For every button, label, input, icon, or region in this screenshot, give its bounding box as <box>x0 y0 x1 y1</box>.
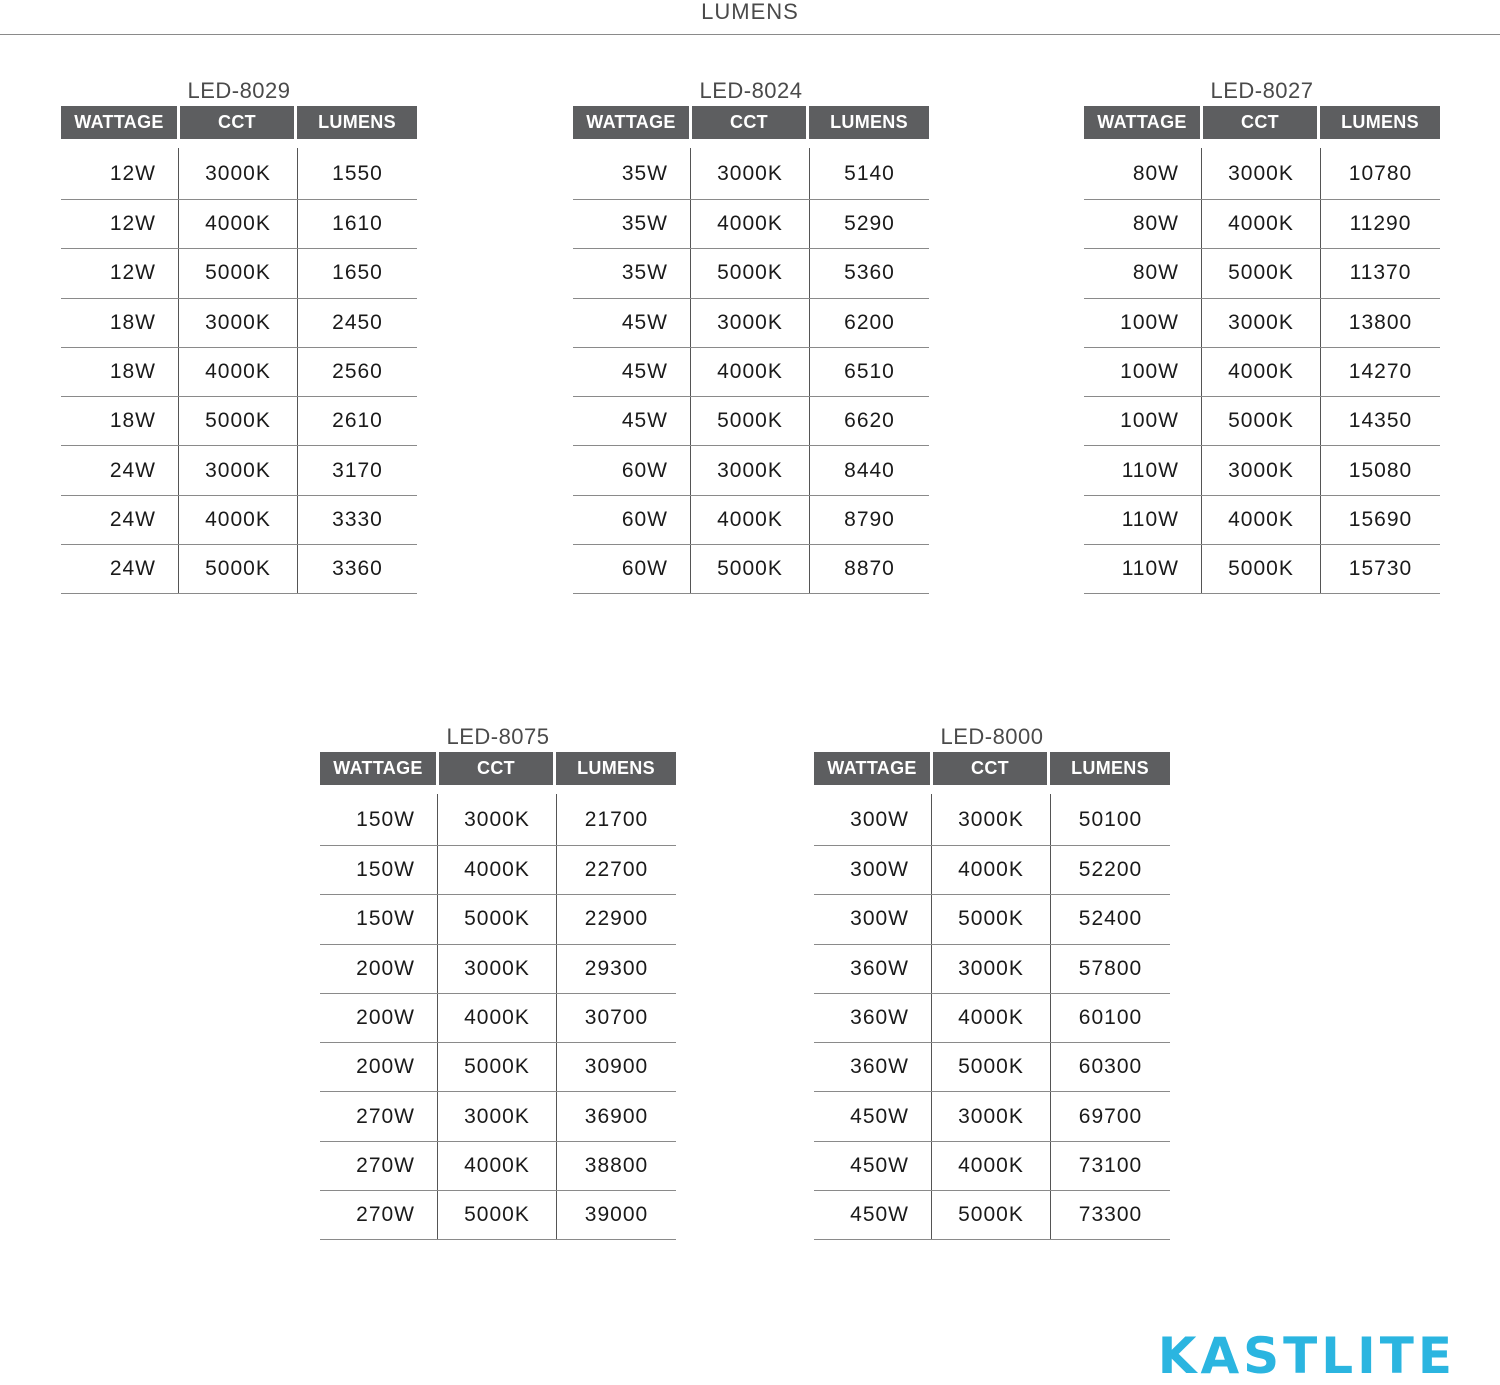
table-row <box>61 545 417 594</box>
cell-lumens: 2610 <box>332 409 383 433</box>
cell-cct: 4000K <box>691 200 810 248</box>
cell-cct: 4000K <box>691 496 810 544</box>
cell-wattage: 270W <box>320 1092 438 1140</box>
cell-wattage: 24W <box>61 446 179 494</box>
cell-wattage: 450W <box>814 1191 932 1239</box>
cell-wattage: 300W <box>814 794 932 845</box>
cell-lumens: 2560 <box>332 360 383 384</box>
cell-lumens: 8790 <box>844 507 895 531</box>
cell-wattage: 35W <box>573 249 691 297</box>
cell-wattage: 300W <box>814 846 932 894</box>
cell-wattage: 200W <box>320 994 438 1042</box>
table-row <box>814 895 1170 944</box>
cell-wattage: 110W <box>1084 446 1202 494</box>
cell-cct: 4000K <box>179 496 298 544</box>
cell-cct: 3000K <box>932 1092 1051 1140</box>
table-row <box>1084 397 1440 446</box>
cell-lumens: 39000 <box>584 1203 649 1227</box>
table-header <box>1084 106 1440 140</box>
cell-wattage: 360W <box>814 945 932 993</box>
table-row <box>320 794 676 846</box>
cell-lumens: 1650 <box>332 261 383 285</box>
cell-wattage: 45W <box>573 348 691 396</box>
cell-lumens: 13800 <box>1348 310 1413 334</box>
cell-cct: 4000K <box>1202 496 1321 544</box>
cell-wattage: 35W <box>573 148 691 199</box>
cell-lumens: 8440 <box>844 458 895 482</box>
cell-cct: 3000K <box>1202 299 1321 347</box>
cell-cct: 3000K <box>932 794 1051 845</box>
cell-lumens: 8870 <box>844 557 895 581</box>
model-title: LED-8000 <box>940 724 1044 749</box>
cell-cct: 4000K <box>438 994 557 1042</box>
cell-lumens: 3170 <box>332 458 383 482</box>
header-cct: CCT <box>692 106 806 139</box>
cell-wattage: 300W <box>814 895 932 943</box>
table-row <box>814 945 1170 994</box>
table-row <box>1084 496 1440 545</box>
table-row <box>61 446 417 495</box>
table-row <box>573 397 929 446</box>
cell-wattage: 100W <box>1084 299 1202 347</box>
cell-cct: 5000K <box>1202 397 1321 445</box>
cell-cct: 5000K <box>1202 545 1321 593</box>
header-lumens: LUMENS <box>297 106 417 139</box>
table-body <box>320 794 676 1240</box>
cell-lumens: 73300 <box>1078 1203 1143 1227</box>
cell-cct: 4000K <box>179 348 298 396</box>
table-header <box>61 106 417 140</box>
cell-cct: 5000K <box>691 249 810 297</box>
cell-wattage: 24W <box>61 545 179 593</box>
header-wattage: WATTAGE <box>61 106 177 139</box>
cell-cct: 5000K <box>932 1191 1051 1239</box>
table-row <box>61 348 417 397</box>
cell-cct: 3000K <box>179 446 298 494</box>
table-row <box>61 299 417 348</box>
spec-table-led-8000 <box>814 722 1170 1240</box>
header-lumens: LUMENS <box>1320 106 1440 139</box>
cell-wattage: 18W <box>61 397 179 445</box>
header-cct: CCT <box>180 106 294 139</box>
cell-lumens: 36900 <box>584 1104 649 1128</box>
cell-lumens: 21700 <box>584 807 649 831</box>
table-row <box>61 249 417 298</box>
table-row <box>1084 299 1440 348</box>
cell-wattage: 12W <box>61 200 179 248</box>
cell-wattage: 110W <box>1084 496 1202 544</box>
cell-wattage: 45W <box>573 397 691 445</box>
cell-lumens: 60300 <box>1078 1055 1143 1079</box>
cell-cct: 5000K <box>438 1191 557 1239</box>
cell-lumens: 15730 <box>1348 557 1413 581</box>
table-row <box>1084 200 1440 249</box>
cell-cct: 3000K <box>932 945 1051 993</box>
header-lumens: LUMENS <box>556 752 676 785</box>
cell-lumens: 10780 <box>1348 161 1413 185</box>
cell-lumens: 5140 <box>844 161 895 185</box>
cell-cct: 3000K <box>1202 148 1321 199</box>
cell-wattage: 12W <box>61 148 179 199</box>
table-row <box>320 895 676 944</box>
spec-table-led-8024 <box>573 76 929 594</box>
table-row <box>814 1043 1170 1092</box>
table-body <box>814 794 1170 1240</box>
cell-lumens: 38800 <box>584 1153 649 1177</box>
cell-lumens: 6510 <box>844 360 895 384</box>
cell-cct: 5000K <box>179 397 298 445</box>
header-lumens: LUMENS <box>809 106 929 139</box>
table-row <box>573 299 929 348</box>
cell-wattage: 35W <box>573 200 691 248</box>
cell-cct: 5000K <box>1202 249 1321 297</box>
table-row <box>814 794 1170 846</box>
cell-lumens: 1610 <box>332 212 383 236</box>
table-row <box>573 348 929 397</box>
cell-lumens: 73100 <box>1078 1153 1143 1177</box>
header-cct: CCT <box>439 752 553 785</box>
table-row <box>320 1142 676 1191</box>
cell-lumens: 14350 <box>1348 409 1413 433</box>
table-header <box>573 106 929 140</box>
cell-lumens: 3330 <box>332 507 383 531</box>
model-title: LED-8029 <box>187 78 291 103</box>
model-title: LED-8075 <box>446 724 550 749</box>
cell-cct: 4000K <box>932 994 1051 1042</box>
cell-lumens: 14270 <box>1348 360 1413 384</box>
cell-cct: 3000K <box>438 945 557 993</box>
model-title: LED-8027 <box>1210 78 1314 103</box>
table-row <box>61 496 417 545</box>
header-wattage: WATTAGE <box>320 752 436 785</box>
cell-wattage: 270W <box>320 1191 438 1239</box>
cell-wattage: 360W <box>814 994 932 1042</box>
title-divider <box>0 34 1500 35</box>
cell-wattage: 450W <box>814 1142 932 1190</box>
table-row <box>814 994 1170 1043</box>
cell-cct: 4000K <box>438 1142 557 1190</box>
cell-lumens: 6620 <box>844 409 895 433</box>
table-row <box>814 1191 1170 1240</box>
cell-cct: 5000K <box>932 1043 1051 1091</box>
table-row <box>1084 348 1440 397</box>
cell-lumens: 22900 <box>584 907 649 931</box>
cell-cct: 5000K <box>179 249 298 297</box>
table-body <box>1084 148 1440 594</box>
cell-wattage: 270W <box>320 1142 438 1190</box>
cell-cct: 4000K <box>179 200 298 248</box>
header-cct: CCT <box>933 752 1047 785</box>
cell-cct: 5000K <box>691 545 810 593</box>
table-row <box>1084 249 1440 298</box>
brand-logo: KASTLITE <box>1157 1327 1456 1385</box>
cell-cct: 3000K <box>438 794 557 845</box>
table-row <box>320 994 676 1043</box>
spec-table-led-8029 <box>61 76 417 594</box>
header-wattage: WATTAGE <box>573 106 689 139</box>
cell-lumens: 2450 <box>332 310 383 334</box>
cell-wattage: 200W <box>320 945 438 993</box>
cell-cct: 5000K <box>932 895 1051 943</box>
table-header <box>814 752 1170 786</box>
table-row <box>573 200 929 249</box>
cell-cct: 4000K <box>691 348 810 396</box>
table-row <box>320 846 676 895</box>
cell-lumens: 5360 <box>844 261 895 285</box>
cell-cct: 3000K <box>691 446 810 494</box>
table-row <box>814 846 1170 895</box>
cell-cct: 3000K <box>179 148 298 199</box>
cell-cct: 4000K <box>932 846 1051 894</box>
table-header <box>320 752 676 786</box>
table-row <box>573 249 929 298</box>
cell-lumens: 30900 <box>584 1055 649 1079</box>
cell-wattage: 100W <box>1084 348 1202 396</box>
cell-lumens: 52200 <box>1078 858 1143 882</box>
cell-lumens: 22700 <box>584 858 649 882</box>
cell-cct: 5000K <box>438 1043 557 1091</box>
model-title: LED-8024 <box>699 78 803 103</box>
cell-cct: 4000K <box>1202 348 1321 396</box>
cell-lumens: 11370 <box>1349 261 1412 285</box>
cell-wattage: 60W <box>573 496 691 544</box>
cell-cct: 4000K <box>438 846 557 894</box>
table-row <box>320 1191 676 1240</box>
cell-wattage: 60W <box>573 446 691 494</box>
header-lumens: LUMENS <box>1050 752 1170 785</box>
cell-cct: 5000K <box>438 895 557 943</box>
cell-wattage: 200W <box>320 1043 438 1091</box>
cell-wattage: 60W <box>573 545 691 593</box>
cell-wattage: 100W <box>1084 397 1202 445</box>
cell-wattage: 110W <box>1084 545 1202 593</box>
cell-wattage: 80W <box>1084 148 1202 199</box>
header-wattage: WATTAGE <box>1084 106 1200 139</box>
cell-cct: 5000K <box>691 397 810 445</box>
table-row <box>320 1043 676 1092</box>
spec-table-led-8075 <box>320 722 676 1240</box>
cell-lumens: 11290 <box>1349 212 1412 236</box>
header-cct: CCT <box>1203 106 1317 139</box>
page-title: LUMENS <box>701 0 799 24</box>
cell-lumens: 29300 <box>584 956 649 980</box>
cell-cct: 5000K <box>179 545 298 593</box>
table-row <box>61 148 417 200</box>
header-wattage: WATTAGE <box>814 752 930 785</box>
cell-cct: 3000K <box>691 299 810 347</box>
cell-cct: 4000K <box>932 1142 1051 1190</box>
cell-wattage: 12W <box>61 249 179 297</box>
table-body <box>61 148 417 594</box>
spec-table-led-8027 <box>1084 76 1440 594</box>
table-row <box>814 1092 1170 1141</box>
cell-lumens: 57800 <box>1078 956 1143 980</box>
cell-wattage: 360W <box>814 1043 932 1091</box>
cell-lumens: 3360 <box>332 557 383 581</box>
cell-lumens: 60100 <box>1078 1006 1143 1030</box>
table-row <box>573 446 929 495</box>
cell-cct: 3000K <box>179 299 298 347</box>
table-body <box>573 148 929 594</box>
cell-wattage: 18W <box>61 299 179 347</box>
cell-lumens: 6200 <box>844 310 895 334</box>
table-row <box>61 200 417 249</box>
table-row <box>1084 545 1440 594</box>
cell-lumens: 52400 <box>1078 907 1143 931</box>
cell-wattage: 80W <box>1084 200 1202 248</box>
table-row <box>573 545 929 594</box>
table-row <box>1084 446 1440 495</box>
table-row <box>573 148 929 200</box>
cell-lumens: 69700 <box>1078 1104 1143 1128</box>
cell-wattage: 150W <box>320 846 438 894</box>
table-row <box>814 1142 1170 1191</box>
cell-cct: 4000K <box>1202 200 1321 248</box>
table-row <box>320 945 676 994</box>
cell-cct: 3000K <box>691 148 810 199</box>
cell-lumens: 5290 <box>844 212 895 236</box>
table-row <box>573 496 929 545</box>
table-row <box>61 397 417 446</box>
cell-wattage: 80W <box>1084 249 1202 297</box>
cell-wattage: 150W <box>320 895 438 943</box>
cell-wattage: 45W <box>573 299 691 347</box>
cell-lumens: 50100 <box>1078 807 1143 831</box>
cell-lumens: 30700 <box>584 1006 649 1030</box>
cell-wattage: 450W <box>814 1092 932 1140</box>
cell-lumens: 15080 <box>1348 458 1413 482</box>
cell-lumens: 15690 <box>1348 507 1413 531</box>
table-row <box>320 1092 676 1141</box>
cell-wattage: 18W <box>61 348 179 396</box>
cell-cct: 3000K <box>1202 446 1321 494</box>
cell-cct: 3000K <box>438 1092 557 1140</box>
table-row <box>1084 148 1440 200</box>
cell-lumens: 1550 <box>332 161 383 185</box>
cell-wattage: 150W <box>320 794 438 845</box>
cell-wattage: 24W <box>61 496 179 544</box>
